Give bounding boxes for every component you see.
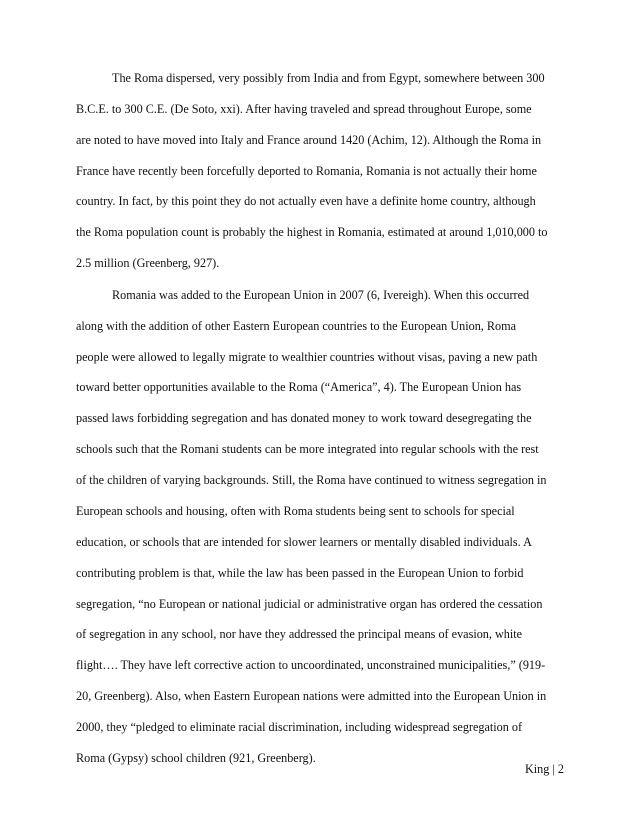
paragraph-1-line-5: country. In fact, by this point they do not actually even have a definite home country, although xyxy=(76,194,536,208)
paragraph-1-line-2: B.C.E. to 300 C.E. (De Soto, xxi). After having traveled and spread throughout Europe, some xyxy=(76,102,532,116)
paragraph-2-line-11: segregation, “no European or national judicial or administrative organ has ordered the cessation xyxy=(76,597,543,611)
paragraph-2-line-2: along with the addition of other Eastern European countries to the European Union, Roma xyxy=(76,319,516,333)
paragraph-2-line-15: 2000, they “pledged to eliminate racial discrimination, including widespread segregation of xyxy=(76,720,523,734)
paragraph-2-line-1: Romania was added to the European Union in 2007 (6, Ivereigh). When this occurred xyxy=(112,288,530,302)
paragraph-2-line-4: toward better opportunities available to the Roma (“America”, 4). The European Union has xyxy=(76,380,522,394)
paragraph-2-line-7: of the children of varying backgrounds. Still, the Roma have continued to witness segregation in xyxy=(76,473,547,487)
paragraph-1-line-6: the Roma population count is probably the highest in Romania, estimated at around 1,010,000 to xyxy=(76,225,548,239)
paragraph-2-line-10: contributing problem is that, while the law has been passed in the European Union to forbid xyxy=(76,566,524,580)
paragraph-2-line-16: Roma (Gypsy) school children (921, Greenberg). xyxy=(76,751,316,765)
paragraph-2-line-3: people were allowed to legally migrate to wealthier countries without visas, paving a new path xyxy=(76,350,538,364)
paragraph-2-line-14: 20, Greenberg). Also, when Eastern European nations were admitted into the European Union in xyxy=(76,689,547,703)
paragraph-2-line-12: of segregation in any school, nor have they addressed the principal means of evasion, white xyxy=(76,627,523,641)
paragraph-2-line-8: European schools and housing, often with Roma students being sent to schools for special xyxy=(76,504,515,518)
paragraph-2-line-13: flight…. They have left corrective action to uncoordinated, unconstrained municipalities,” (919- xyxy=(76,658,546,672)
paragraph-2-line-5: passed laws forbidding segregation and has donated money to work toward desegregating the xyxy=(76,411,532,425)
paragraph-2-line-9: education, or schools that are intended for slower learners or mentally disabled individuals. A xyxy=(76,535,532,549)
paragraph-2-line-6: schools such that the Romani students can be more integrated into regular schools with the rest xyxy=(76,442,539,456)
paragraph-1-line-1: The Roma dispersed, very possibly from India and from Egypt, somewhere between 300 xyxy=(112,71,545,85)
paragraph-1-line-7: 2.5 million (Greenberg, 927). xyxy=(76,256,220,270)
page-footer-number: King | 2 xyxy=(524,762,564,776)
paragraph-1-line-4: France have recently been forcefully deported to Romania, Romania is not actually their home xyxy=(76,164,537,178)
paragraph-1-line-3: are noted to have moved into Italy and France around 1420 (Achim, 12). Although the Roma in xyxy=(76,133,542,147)
